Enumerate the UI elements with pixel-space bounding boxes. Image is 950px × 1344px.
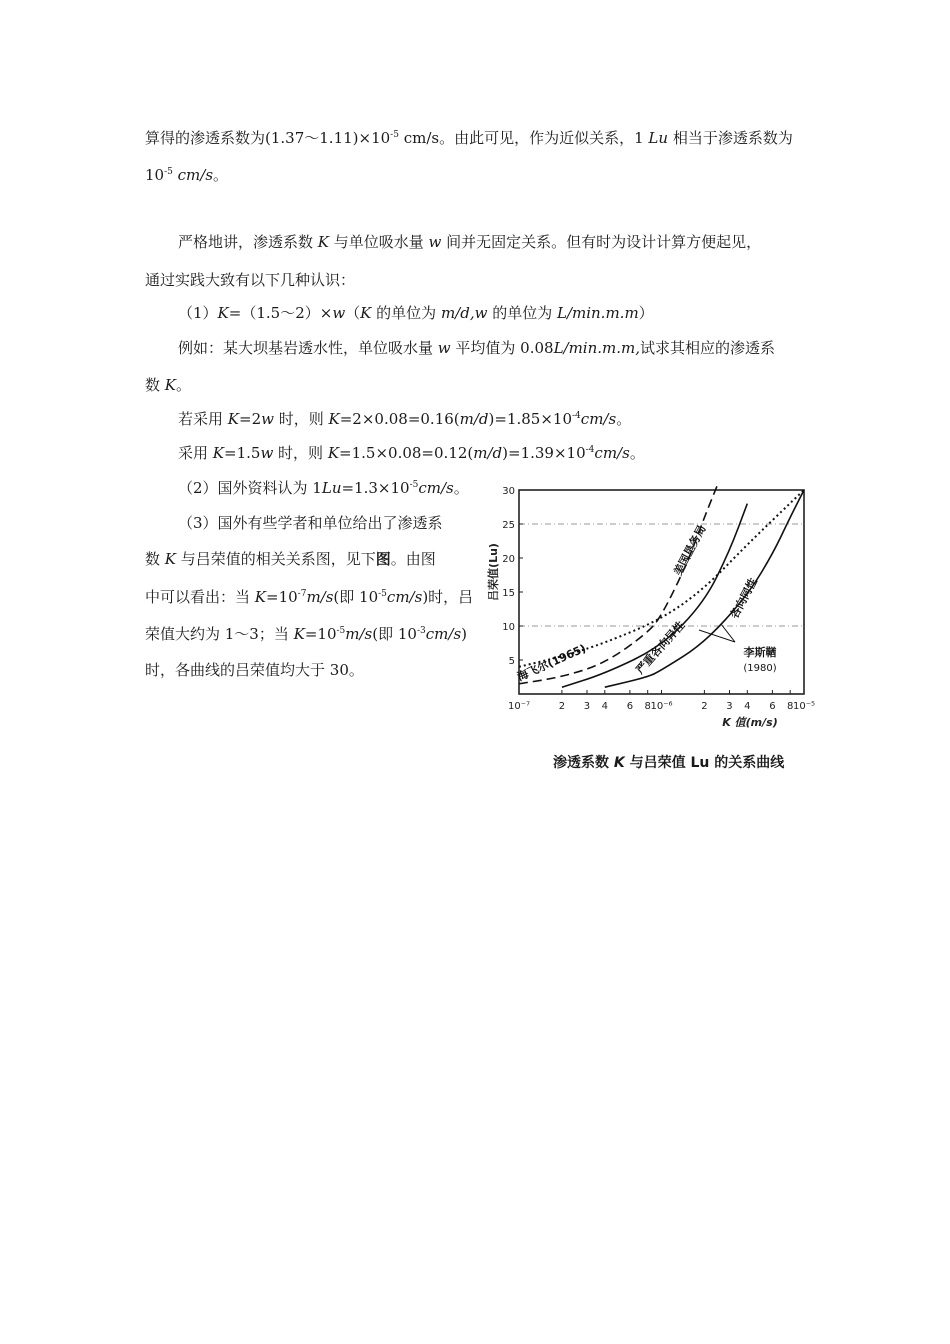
item3-line4: 荣值大约为 1～3；当 $K=10^{-5}m/s$(即 $10^{-3}cm/s$) xyxy=(145,625,468,643)
y-tick-label-0: 5 xyxy=(508,656,515,667)
x-tick-label-5: 8 xyxy=(644,701,651,712)
para2-line1: 严格地讲，渗透系数 K 与单位吸水量 w 间并无固定关系。但有时为设计计算方便起见， xyxy=(178,233,762,251)
y-tick-label-4: 25 xyxy=(502,520,515,531)
x-tick-label-8: 3 xyxy=(726,701,733,712)
x-tick-label-10: 6 xyxy=(769,701,776,712)
x-tick-label-4: 6 xyxy=(626,701,634,712)
item2: （2）国外资料认为 $1Lu=1.3\times 10^{-5}cm/s$。 xyxy=(178,479,469,497)
chart-caption: 渗透系数 K 与吕荣值 Lu 的关系曲线 xyxy=(553,755,785,771)
series-label-1: 美国垦务局 xyxy=(671,523,709,578)
x-tick-label-0: 10⁻⁷ xyxy=(507,701,531,712)
example-line1: 例如：某大坝基岩透水性，单位吸水量 w 平均值为 0.08L/min.m.m,试求其相应的渗透系 xyxy=(178,339,776,357)
series-label-0: 海飞尔(1965) xyxy=(515,641,588,684)
x-tick-label-7: 2 xyxy=(701,701,708,712)
series-label-2: 严重各向异性 xyxy=(633,618,688,677)
y-tick-label-1: 10 xyxy=(502,622,515,633)
x-tick-label-9: 4 xyxy=(744,701,751,712)
x-tick-label-11: 8 xyxy=(787,701,794,712)
item3-line1: （3）国外有些学者和单位给出了渗透系 xyxy=(178,514,443,532)
calc2: 采用 K=1.5w 时，则 $K=1.5\times 0.08=0.12(m/d)=1.39\times 10^{-4}cm/s$。 xyxy=(178,444,645,462)
para2-line2: 通过实践大致有以下几种认识： xyxy=(145,271,356,289)
lu-k-chart xyxy=(485,470,835,730)
y-tick-label-2: 15 xyxy=(502,588,515,599)
x-tick-label-2: 3 xyxy=(583,701,591,712)
x-tick-label-6: 10⁻⁶ xyxy=(650,701,673,712)
calc1: 若采用 K=2w 时，则 $K=2\times 0.08=0.16(m/d)=1.85\times 10^{-4}cm/s$。 xyxy=(178,410,632,428)
x-tick-label-12: 10⁻⁵ xyxy=(792,701,816,712)
y-axis-label: 吕荣值(Lu) xyxy=(487,543,500,601)
x-axis-label: K 值(m/s) xyxy=(722,716,778,729)
item1: （1）K=（1.5～2）×w（K 的单位为 m/d,w 的单位为 L/min.m.m） xyxy=(178,304,654,322)
x-tick-label-1: 2 xyxy=(558,701,566,712)
item3-line5: 时，各曲线的吕荣值均大于 30。 xyxy=(145,661,364,679)
y-tick-label-5: 30 xyxy=(502,486,515,497)
annotation-year: (1980) xyxy=(743,663,777,674)
y-tick-label-3: 20 xyxy=(502,554,515,565)
item3-line3: 中可以看出：当 $K=10^{-7}m/s$(即 $10^{-5}cm/s$)时，吕 xyxy=(145,588,474,606)
para1-line1: 算得的渗透系数为$(1.37\sim 1.11)\times 10^{-5}$ cm/s。由此可见，作为近似关系，1 Lu 相当于渗透系数为 xyxy=(145,129,793,147)
x-tick-label-3: 4 xyxy=(601,701,608,712)
annotation-name: 李斯鞧 xyxy=(743,646,777,659)
series-label-3: 各向同性 xyxy=(727,575,760,621)
example-line2: 数 K。 xyxy=(145,376,192,394)
para1-line2: $10^{-5}$ cm/s。 xyxy=(145,166,229,184)
item3-line2: 数 K 与吕荣值的相关关系图，见下图。由图 xyxy=(145,550,436,568)
